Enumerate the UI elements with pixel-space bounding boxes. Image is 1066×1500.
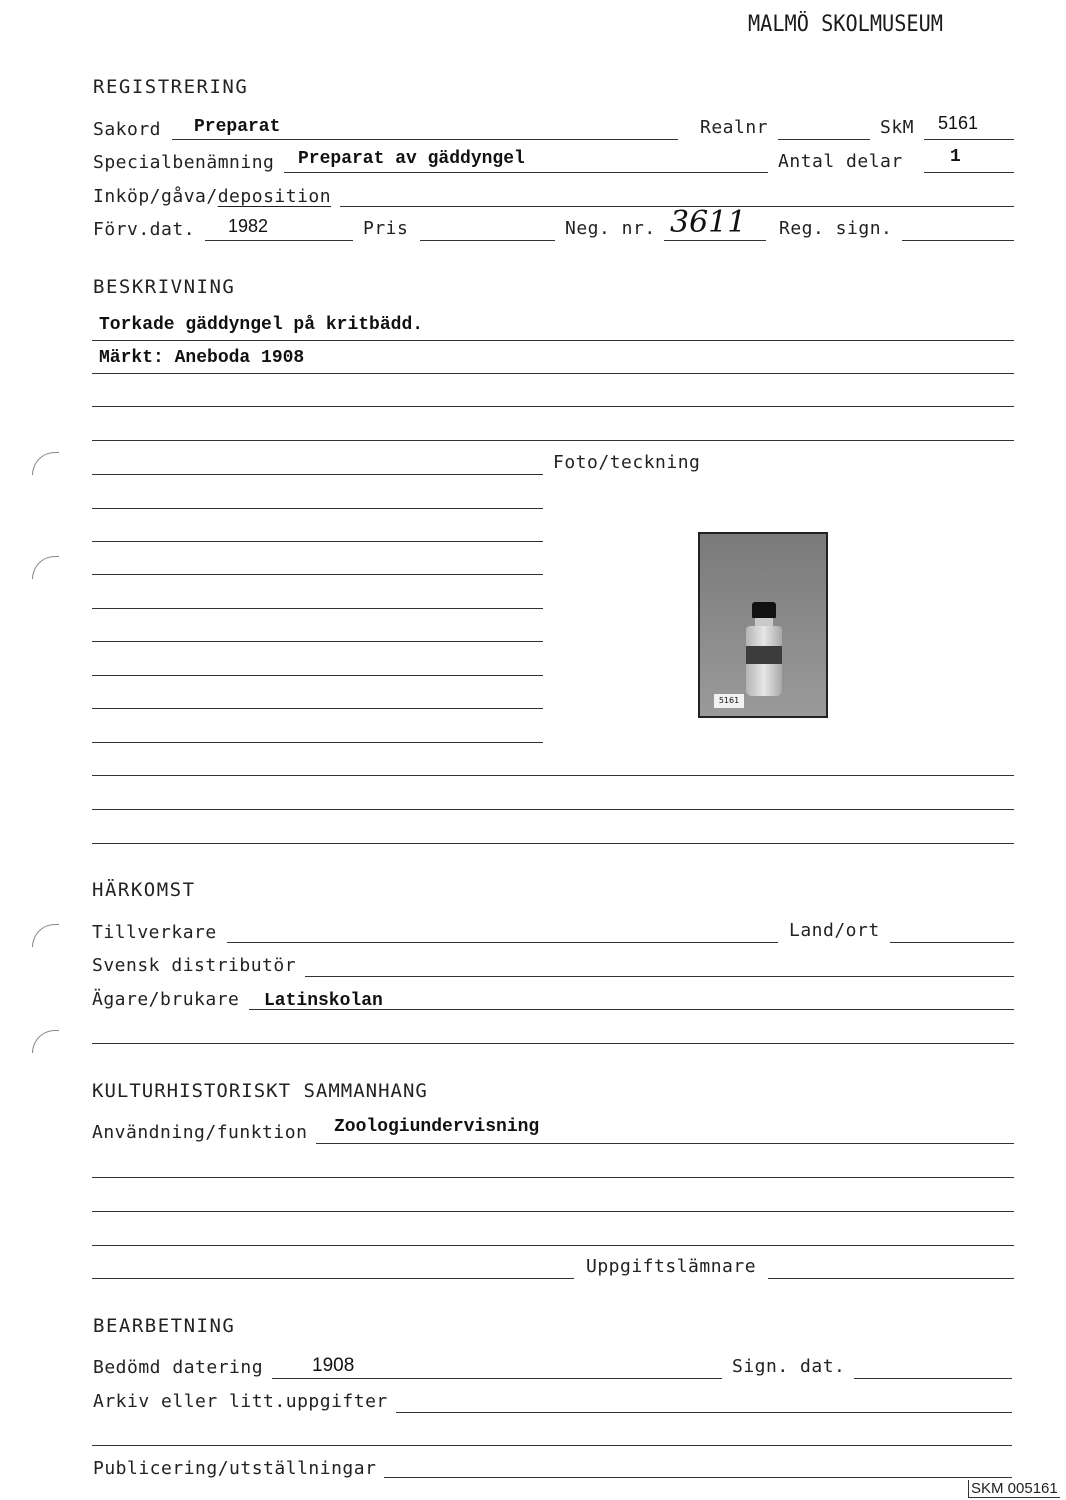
inkop-deposition: deposition xyxy=(217,186,332,207)
sakord-line xyxy=(172,139,678,140)
rule xyxy=(92,440,1014,441)
neg-line xyxy=(664,240,766,241)
uppgift-label: Uppgiftslämnare xyxy=(586,1256,757,1277)
rule xyxy=(92,742,543,743)
rule xyxy=(92,1445,1012,1446)
arkiv-line xyxy=(396,1412,1012,1413)
inkop-label xyxy=(93,186,331,208)
publ-label: Publicering/utställningar xyxy=(93,1458,377,1479)
rule xyxy=(92,1043,1014,1044)
arkiv-label: Arkiv eller litt.uppgifter xyxy=(93,1391,388,1412)
uppgift-line xyxy=(768,1278,1014,1279)
tillverkare-label: Tillverkare xyxy=(92,922,217,943)
inkop-label-text: Inköp/gåva/ xyxy=(93,186,218,207)
museum-name: MALMÖ SKOLMUSEUM xyxy=(748,12,943,37)
rule xyxy=(92,708,543,709)
section-registrering: REGISTRERING xyxy=(93,76,249,98)
beskrivning-line-2: Märkt: Aneboda 1908 xyxy=(99,348,305,368)
signdat-line xyxy=(854,1378,1012,1379)
anvandning-label: Användning/funktion xyxy=(92,1122,308,1143)
rule xyxy=(92,373,1014,374)
special-value: Preparat av gäddyngel xyxy=(298,149,525,169)
rule xyxy=(92,1177,1014,1178)
photo-number-tag: 5161 xyxy=(714,694,744,708)
rule xyxy=(92,1245,1014,1246)
anvandning-value: Zoologiundervisning xyxy=(334,1117,540,1137)
rule xyxy=(92,406,1014,407)
rule xyxy=(92,809,1014,810)
rule xyxy=(92,541,543,542)
catalog-id-stamp: SKM 005161 xyxy=(968,1480,1060,1498)
rule xyxy=(92,1211,1014,1212)
publ-line xyxy=(384,1477,1012,1478)
rule xyxy=(92,508,543,509)
beskrivning-line-1: Torkade gäddyngel på kritbädd. xyxy=(99,315,424,335)
foto-label: Foto/teckning xyxy=(553,452,701,473)
skm-value: 5161 xyxy=(938,113,979,133)
pris-line xyxy=(420,240,555,241)
regsign-line xyxy=(902,240,1014,241)
realnr-line xyxy=(778,139,870,140)
punch-hole xyxy=(32,1030,59,1053)
antal-value: 1 xyxy=(950,147,961,167)
jar-image xyxy=(746,602,782,698)
forv-line xyxy=(205,240,353,241)
agare-label: Ägare/brukare xyxy=(92,989,240,1010)
skm-line xyxy=(924,139,1014,140)
rule xyxy=(92,574,543,575)
neg-label: Neg. nr. xyxy=(565,218,656,239)
neg-value: 3611 xyxy=(670,205,747,240)
pris-label: Pris xyxy=(363,218,409,239)
distributor-label: Svensk distributör xyxy=(92,955,297,976)
skm-label: SkM xyxy=(880,117,915,138)
agare-value: Latinskolan xyxy=(264,991,383,1011)
sakord-value: Preparat xyxy=(194,117,281,137)
forv-value: 1982 xyxy=(228,216,269,236)
section-kultur: KULTURHISTORISKT SAMMANHANG xyxy=(92,1080,428,1102)
signdat-label: Sign. dat. xyxy=(732,1356,846,1377)
section-harkomst: HÄRKOMST xyxy=(92,879,196,901)
section-beskrivning: BESKRIVNING xyxy=(93,276,236,298)
distributor-line xyxy=(305,976,1014,977)
specimen-photo xyxy=(698,532,828,718)
rule xyxy=(92,474,543,475)
regsign-label: Reg. sign. xyxy=(779,218,893,239)
rule xyxy=(92,340,1014,341)
landort-label: Land/ort xyxy=(789,920,880,941)
realnr-label: Realnr xyxy=(700,117,769,138)
rule xyxy=(92,1278,574,1279)
section-bearbetning: BEARBETNING xyxy=(93,1315,236,1337)
rule xyxy=(92,608,543,609)
anvandning-line xyxy=(316,1143,1014,1144)
special-label: Specialbenämning xyxy=(93,152,275,173)
rule xyxy=(92,675,543,676)
special-line xyxy=(284,172,768,173)
bedomd-line xyxy=(272,1378,722,1379)
sakord-label: Sakord xyxy=(93,119,162,140)
rule xyxy=(92,775,1014,776)
bedomd-label: Bedömd datering xyxy=(93,1357,264,1378)
punch-hole xyxy=(32,452,59,475)
rule xyxy=(92,641,543,642)
antal-line xyxy=(924,172,1014,173)
landort-line xyxy=(890,942,1014,943)
rule xyxy=(92,843,1014,844)
punch-hole xyxy=(32,556,59,579)
forv-label: Förv.dat. xyxy=(93,219,196,240)
punch-hole xyxy=(32,924,59,947)
antal-label: Antal delar xyxy=(778,151,903,172)
tillverkare-line xyxy=(227,942,778,943)
bedomd-value: 1908 xyxy=(312,1355,355,1376)
